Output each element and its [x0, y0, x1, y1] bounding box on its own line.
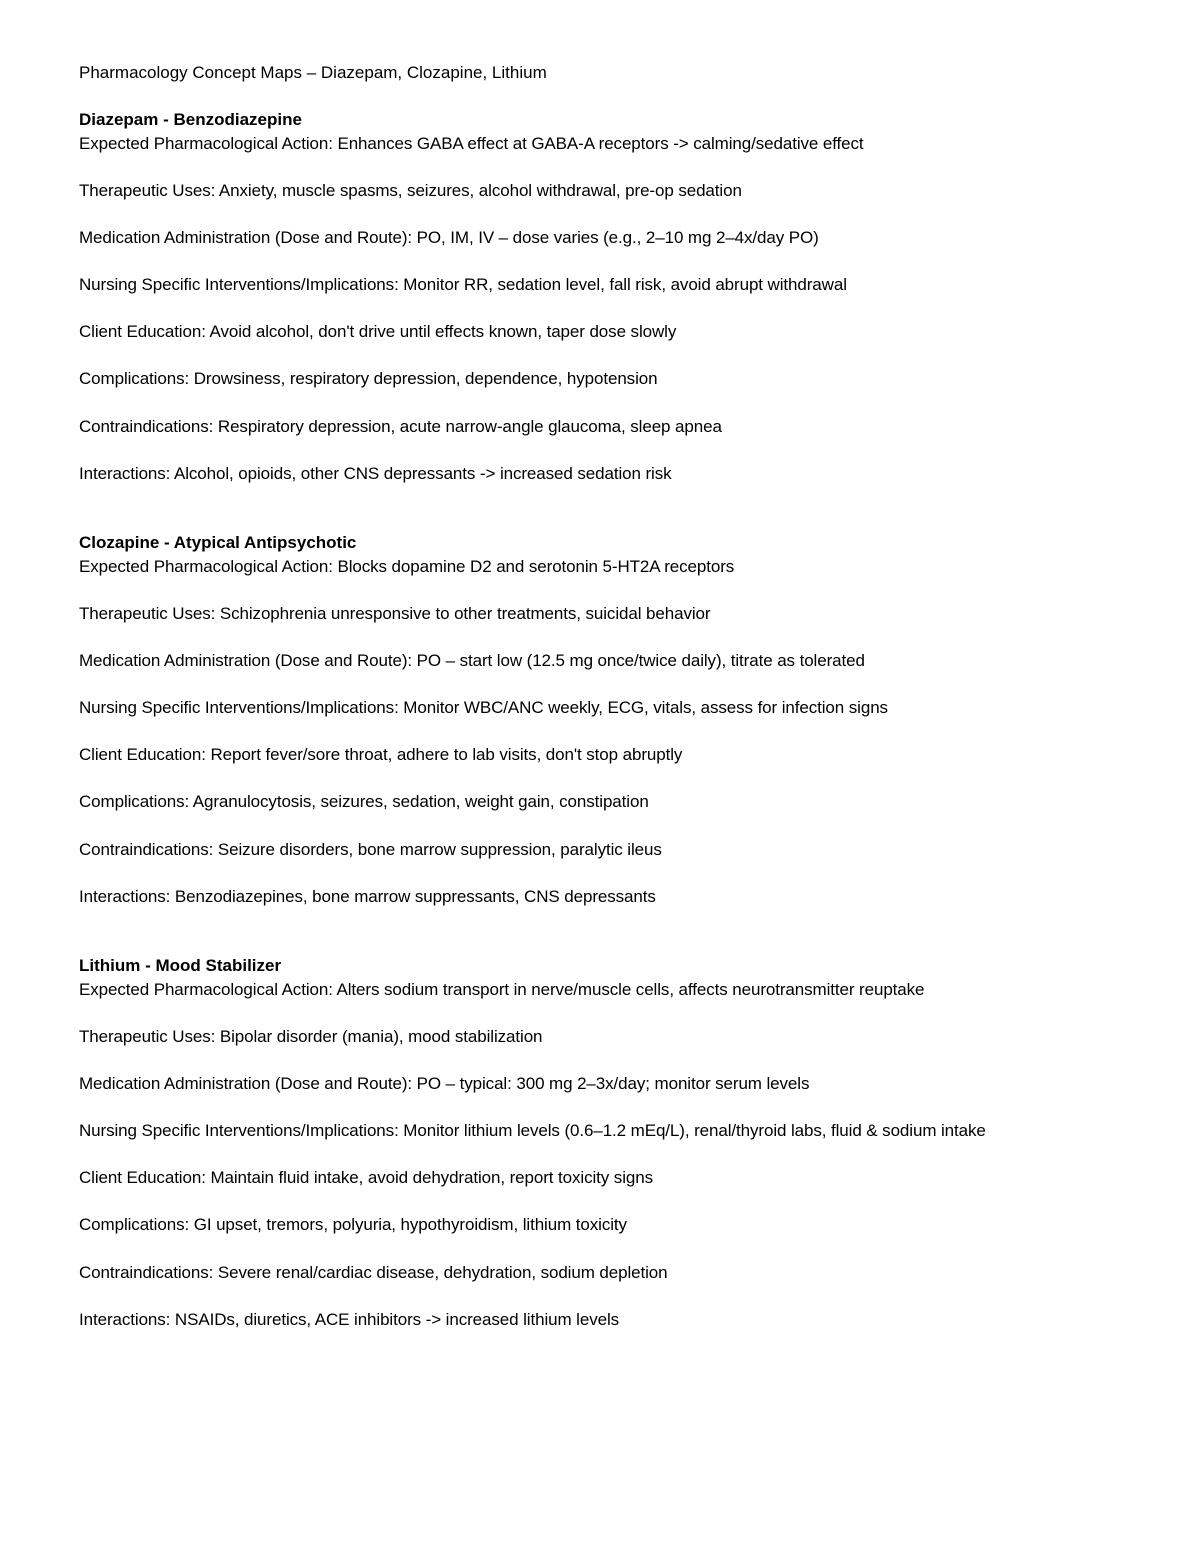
section-line: Complications: Drowsiness, respiratory depression, dependence, hypotension	[79, 369, 658, 389]
section-line: Client Education: Report fever/sore throat, adhere to lab visits, don't stop abruptly	[79, 745, 683, 765]
section-line: Nursing Specific Interventions/Implications: Monitor RR, sedation level, fall risk, avoid abrupt withdrawal	[79, 275, 847, 295]
section-line: Client Education: Maintain fluid intake, avoid dehydration, report toxicity signs	[79, 1168, 653, 1188]
section-line: Medication Administration (Dose and Route): PO – start low (12.5 mg once/twice daily), titrate as tolerated	[79, 651, 865, 671]
section-line: Expected Pharmacological Action: Alters sodium transport in nerve/muscle cells, affects neurotransmitter reuptake	[79, 980, 925, 999]
section-line: Medication Administration (Dose and Route): PO, IM, IV – dose varies (e.g., 2–10 mg 2–4x/day PO)	[79, 228, 819, 248]
section-line: Interactions: Alcohol, opioids, other CNS depressants -> increased sedation risk	[79, 463, 672, 483]
section-diazepam	[79, 109, 1189, 485]
section-heading: Lithium - Mood Stabilizer	[79, 956, 282, 975]
section-line: Nursing Specific Interventions/Implications: Monitor lithium levels (0.6–1.2 mEq/L), renal/thyroid labs, fluid & sodium intake	[79, 1121, 986, 1141]
section-line: Client Education: Avoid alcohol, don't drive until effects known, taper dose slowly	[79, 322, 677, 342]
section-heading: Clozapine - Atypical Antipsychotic	[79, 533, 357, 552]
section-line: Expected Pharmacological Action: Blocks dopamine D2 and serotonin 5-HT2A receptors	[79, 557, 735, 576]
section-line: Contraindications: Respiratory depression, acute narrow-angle glaucoma, sleep apnea	[79, 416, 722, 436]
section-line: Contraindications: Seizure disorders, bone marrow suppression, paralytic ileus	[79, 839, 662, 859]
section-line: Expected Pharmacological Action: Enhances GABA effect at GABA-A receptors -> calming/sedative effect	[79, 134, 864, 153]
section-line: Interactions: Benzodiazepines, bone marrow suppressants, CNS depressants	[79, 886, 656, 906]
section-line: Complications: Agranulocytosis, seizures, sedation, weight gain, constipation	[79, 792, 649, 812]
section-clozapine	[79, 532, 1189, 908]
section-line: Therapeutic Uses: Bipolar disorder (mania), mood stabilization	[79, 1027, 543, 1047]
section-line: Interactions: NSAIDs, diuretics, ACE inhibitors -> increased lithium levels	[79, 1309, 620, 1329]
section-line: Medication Administration (Dose and Route): PO – typical: 300 mg 2–3x/day; monitor serum levels	[79, 1074, 810, 1094]
section-line: Nursing Specific Interventions/Implications: Monitor WBC/ANC weekly, ECG, vitals, assess for infection signs	[79, 698, 888, 718]
section-line: Contraindications: Severe renal/cardiac disease, dehydration, sodium depletion	[79, 1262, 668, 1282]
section-line: Complications: GI upset, tremors, polyuria, hypothyroidism, lithium toxicity	[79, 1215, 627, 1235]
document-title: Pharmacology Concept Maps – Diazepam, Clozapine, Lithium	[79, 63, 547, 82]
section-line: Therapeutic Uses: Schizophrenia unresponsive to other treatments, suicidal behavior	[79, 604, 711, 624]
section-heading: Diazepam - Benzodiazepine	[79, 110, 302, 129]
section-line: Therapeutic Uses: Anxiety, muscle spasms, seizures, alcohol withdrawal, pre-op sedation	[79, 181, 742, 201]
section-lithium	[79, 955, 1189, 1331]
